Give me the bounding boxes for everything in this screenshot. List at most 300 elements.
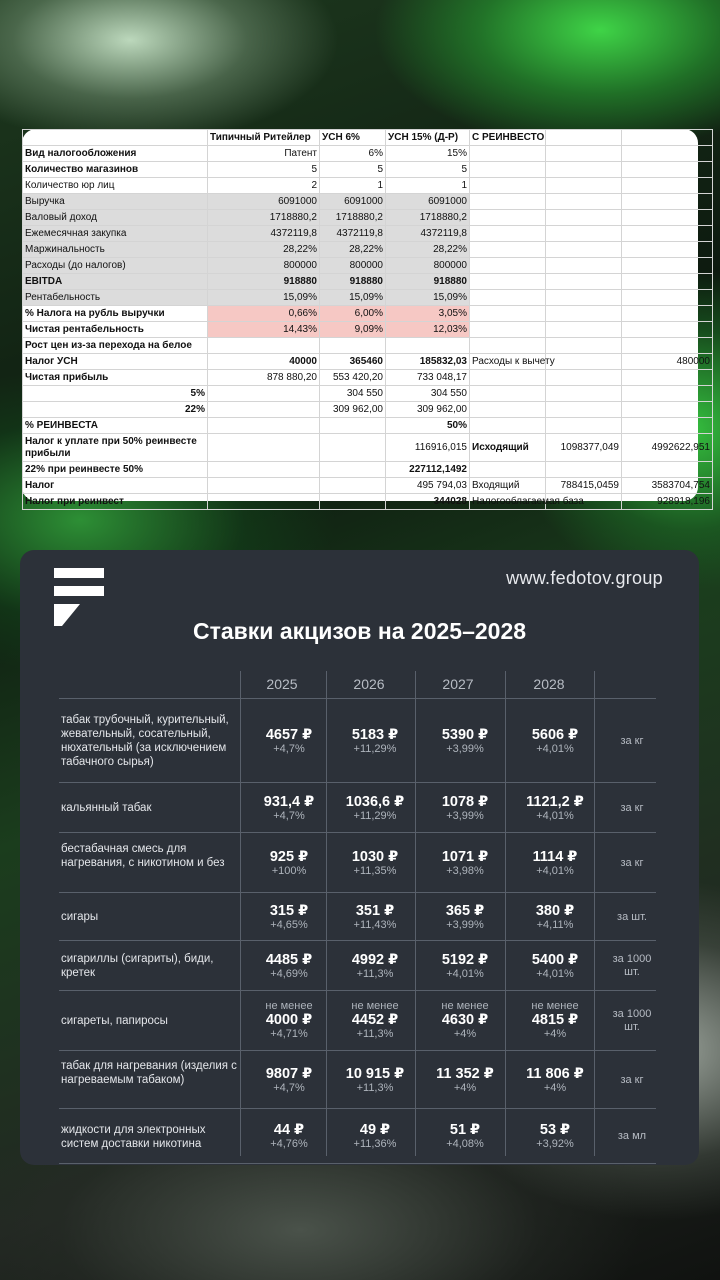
product-name: сигариллы (сигариты), биди, кретек: [61, 953, 214, 979]
sheet-cell[interactable]: 3583704,754: [622, 478, 713, 494]
rate-cell: [425, 794, 505, 823]
rate-cell: [515, 794, 595, 823]
sheet-cell[interactable]: [546, 178, 622, 194]
column-divider: [415, 671, 416, 1156]
rate-value: 5183 ₽: [351, 727, 399, 743]
sheet-row-label[interactable]: Рост цен из-за перехода на белое: [23, 338, 208, 354]
sheet-cell[interactable]: [208, 386, 320, 402]
sheet-cell[interactable]: [622, 178, 713, 194]
sheet-cell[interactable]: 15,09%: [208, 290, 320, 306]
rate-change: +4,7%: [273, 743, 305, 755]
sheet-cell[interactable]: [546, 290, 622, 306]
sheet-row-label[interactable]: Налог при реинвест: [23, 494, 208, 510]
rate-value: 315 ₽: [269, 903, 309, 919]
sheet-cell[interactable]: 928918,196: [622, 494, 713, 510]
sheet-cell[interactable]: 4372119,8: [320, 226, 386, 242]
rate-prefix: не менее: [441, 1000, 489, 1012]
rate-change: +4,71%: [270, 1028, 308, 1040]
rate-cell: [515, 849, 595, 878]
sheet-cell[interactable]: Патент: [208, 146, 320, 162]
rate-value: 4815 ₽: [531, 1012, 579, 1028]
sheet-row-label[interactable]: Количество магазинов: [23, 162, 208, 178]
rate-value: 5192 ₽: [441, 952, 489, 968]
sheet-cell[interactable]: [470, 226, 546, 242]
sheet-cell[interactable]: [622, 322, 713, 338]
sheet-cell[interactable]: 6091000: [320, 194, 386, 210]
sheet-cell[interactable]: 1: [386, 178, 470, 194]
rate-cell: [515, 727, 595, 756]
page-title: Ставки акцизов на 2025–2028: [192, 618, 527, 644]
sheet-cell[interactable]: 50%: [386, 418, 470, 434]
sheet-cell[interactable]: УСН 6%: [320, 130, 386, 146]
sheet-cell[interactable]: [622, 274, 713, 290]
sheet-cell[interactable]: [546, 354, 622, 370]
rate-value: 380 ₽: [535, 903, 575, 919]
sheet-row: [23, 210, 713, 226]
rate-value: 4000 ₽: [265, 1012, 313, 1028]
sheet-row-label[interactable]: 22%: [23, 402, 208, 418]
product-name: сигареты, папиросы: [61, 1015, 168, 1027]
sheet-row-label[interactable]: Налог: [23, 478, 208, 494]
sheet-row-label[interactable]: Выручка: [23, 194, 208, 210]
sheet-cell[interactable]: 495 794,03: [386, 478, 470, 494]
unit-label: за мл: [617, 1130, 647, 1142]
sheet-cell[interactable]: 1718880,2: [320, 210, 386, 226]
sheet-cell[interactable]: 227112,1492: [386, 462, 470, 478]
sheet-cell[interactable]: 5: [320, 162, 386, 178]
rate-change: +4%: [543, 1082, 567, 1094]
sheet-cell[interactable]: [208, 462, 320, 478]
rate-change: +4,69%: [270, 968, 308, 980]
rate-value: 5390 ₽: [441, 727, 489, 743]
rate-change: +3,99%: [446, 743, 484, 755]
rate-cell: [249, 727, 329, 756]
rate-cell: [249, 952, 329, 981]
rate-value: 9807 ₽: [265, 1066, 313, 1082]
rate-value: 931,4 ₽: [263, 794, 315, 810]
sheet-cell[interactable]: 918880: [386, 274, 470, 290]
sheet-cell[interactable]: 28,22%: [320, 242, 386, 258]
sheet-row-label[interactable]: Валовый доход: [23, 210, 208, 226]
rate-change: +4%: [543, 1028, 567, 1040]
sheet-cell[interactable]: Исходящий: [470, 434, 546, 462]
sheet-cell[interactable]: [470, 322, 546, 338]
sheet-cell[interactable]: [546, 210, 622, 226]
sheet-cell[interactable]: [622, 462, 713, 478]
sheet-cell[interactable]: [622, 386, 713, 402]
rate-cell: [249, 794, 329, 823]
spreadsheet-table: [22, 129, 713, 510]
rate-value: 53 ₽: [539, 1122, 571, 1138]
rate-cell: [335, 952, 415, 981]
sheet-row-label[interactable]: % РЕИНВЕСТА: [23, 418, 208, 434]
unit-label: за 1000 шт.: [612, 1008, 652, 1033]
sheet-cell[interactable]: [622, 130, 713, 146]
excise-row: [59, 833, 656, 893]
sheet-cell[interactable]: 309 962,00: [320, 402, 386, 418]
product-name: табак трубочный, курительный, жевательный, сосательный, нюхательный (за исключением табачного сырья): [61, 714, 229, 768]
sheet-cell[interactable]: [546, 130, 622, 146]
rate-cell: [425, 727, 505, 756]
sheet-cell[interactable]: 309 962,00: [386, 402, 470, 418]
excise-row: [59, 1051, 656, 1109]
year-header: 2025: [266, 676, 298, 692]
rate-cell: [425, 1122, 505, 1151]
sheet-cell[interactable]: 6%: [320, 146, 386, 162]
sheet-cell[interactable]: [622, 210, 713, 226]
spreadsheet-screenshot: [22, 129, 710, 507]
sheet-cell[interactable]: 918880: [208, 274, 320, 290]
sheet-cell[interactable]: [470, 402, 546, 418]
rate-cell: [425, 849, 505, 878]
sheet-cell[interactable]: [470, 242, 546, 258]
unit-label: за кг: [620, 735, 644, 747]
sheet-cell[interactable]: 480000: [622, 354, 713, 370]
sheet-cell[interactable]: 40000: [208, 354, 320, 370]
sheet-cell[interactable]: 878 880,20: [208, 370, 320, 386]
sheet-row: [23, 178, 713, 194]
sheet-row: [23, 290, 713, 306]
year-header: 2027: [442, 676, 474, 692]
sheet-cell[interactable]: [470, 210, 546, 226]
sheet-cell[interactable]: [208, 434, 320, 462]
sheet-row-label[interactable]: % Налога на рубль выручки: [23, 306, 208, 322]
sheet-row-label[interactable]: Маржинальность: [23, 242, 208, 258]
rate-value: 44 ₽: [273, 1122, 305, 1138]
unit-label: за кг: [620, 1074, 644, 1086]
sheet-cell[interactable]: 1: [320, 178, 386, 194]
product-name: табак для нагревания (изделия с нагреваемым табаком): [61, 1060, 237, 1086]
rate-change: +4,08%: [446, 1138, 484, 1150]
sheet-cell[interactable]: [470, 306, 546, 322]
sheet-cell[interactable]: 116916,015: [386, 434, 470, 462]
sheet-cell[interactable]: [470, 370, 546, 386]
rate-cell: [335, 1066, 415, 1095]
sheet-cell[interactable]: [320, 418, 386, 434]
sheet-cell[interactable]: [470, 386, 546, 402]
sheet-cell[interactable]: 28,22%: [208, 242, 320, 258]
sheet-cell[interactable]: [622, 370, 713, 386]
sheet-cell[interactable]: [546, 162, 622, 178]
sheet-cell[interactable]: 800000: [208, 258, 320, 274]
sheet-cell[interactable]: [546, 258, 622, 274]
sheet-row: [23, 338, 713, 354]
sheet-cell[interactable]: 733 048,17: [386, 370, 470, 386]
sheet-cell[interactable]: 5: [386, 162, 470, 178]
sheet-cell[interactable]: [470, 178, 546, 194]
rate-value: 51 ₽: [449, 1122, 481, 1138]
sheet-cell[interactable]: [622, 290, 713, 306]
sheet-cell[interactable]: [546, 418, 622, 434]
sheet-cell[interactable]: [208, 338, 320, 354]
sheet-cell[interactable]: [622, 194, 713, 210]
column-divider: [240, 671, 241, 1156]
sheet-row: [23, 370, 713, 386]
sheet-cell[interactable]: [546, 146, 622, 162]
rate-cell: [515, 1122, 595, 1151]
sheet-cell[interactable]: [320, 462, 386, 478]
sheet-cell[interactable]: [622, 418, 713, 434]
product-name: жидкости для электронных систем доставки никотина: [61, 1124, 206, 1150]
rate-prefix: не менее: [531, 1000, 579, 1012]
sheet-cell[interactable]: [470, 274, 546, 290]
sheet-cell[interactable]: [622, 306, 713, 322]
rate-cell: [335, 1122, 415, 1151]
sheet-cell[interactable]: 788415,0459: [546, 478, 622, 494]
sheet-row: [23, 242, 713, 258]
sheet-cell[interactable]: Расходы к вычету: [470, 354, 546, 370]
sheet-cell[interactable]: 553 420,20: [320, 370, 386, 386]
rate-cell: [335, 903, 415, 932]
sheet-cell[interactable]: [320, 494, 386, 510]
sheet-cell[interactable]: 4992622,951: [622, 434, 713, 462]
sheet-cell[interactable]: [546, 386, 622, 402]
year-header: 2026: [353, 676, 385, 692]
sheet-cell[interactable]: 4372119,8: [208, 226, 320, 242]
rate-value: 1030 ₽: [351, 849, 399, 865]
sheet-cell[interactable]: [546, 322, 622, 338]
rate-change: +11,3%: [356, 1082, 394, 1094]
sheet-cell[interactable]: [320, 338, 386, 354]
sheet-row-label[interactable]: 22% при реинвесте 50%: [23, 462, 208, 478]
sheet-cell[interactable]: 14,43%: [208, 322, 320, 338]
rate-cell: [425, 952, 505, 981]
sheet-row-label[interactable]: Чистая прибыль: [23, 370, 208, 386]
sheet-row: [23, 146, 713, 162]
sheet-cell[interactable]: [622, 402, 713, 418]
sheet-row: [23, 402, 713, 418]
sheet-cell[interactable]: 6091000: [208, 194, 320, 210]
rate-change: +4,01%: [536, 743, 574, 755]
sheet-cell[interactable]: [470, 146, 546, 162]
rate-value: 5606 ₽: [531, 727, 579, 743]
unit-label: за шт.: [617, 911, 647, 923]
sheet-cell[interactable]: 304 550: [386, 386, 470, 402]
rate-value: 10 915 ₽: [345, 1066, 405, 1082]
sheet-cell[interactable]: [546, 462, 622, 478]
rate-value: 49 ₽: [359, 1122, 391, 1138]
rate-change: +3,99%: [446, 919, 484, 931]
excise-row: [59, 1109, 656, 1164]
excise-row: [59, 941, 656, 991]
sheet-row: [23, 494, 713, 510]
sheet-cell[interactable]: [386, 338, 470, 354]
rate-change: +4,01%: [536, 865, 574, 877]
sheet-cell[interactable]: [470, 462, 546, 478]
rate-cell: [515, 1001, 595, 1041]
sheet-row: [23, 478, 713, 494]
sheet-cell[interactable]: [208, 418, 320, 434]
sheet-cell[interactable]: 365460: [320, 354, 386, 370]
rate-change: +11,43%: [353, 919, 397, 931]
sheet-row-label[interactable]: Рентабельность: [23, 290, 208, 306]
sheet-cell[interactable]: [470, 258, 546, 274]
sheet-row: [23, 226, 713, 242]
sheet-cell[interactable]: УСН 15% (Д-Р): [386, 130, 470, 146]
sheet-cell[interactable]: 3,05%: [386, 306, 470, 322]
sheet-cell[interactable]: 2: [208, 178, 320, 194]
rate-value: 4452 ₽: [351, 1012, 399, 1028]
rate-change: +4,65%: [270, 919, 308, 931]
rate-change: +11,3%: [356, 968, 394, 980]
sheet-cell[interactable]: [546, 306, 622, 322]
rate-change: +4,01%: [536, 968, 574, 980]
sheet-cell[interactable]: 344028: [386, 494, 470, 510]
rate-prefix: не менее: [265, 1000, 313, 1012]
site-url[interactable]: www.fedotov.group: [506, 568, 663, 588]
sheet-row: [23, 258, 713, 274]
excise-row: [59, 893, 656, 941]
rate-change: +4,76%: [270, 1138, 308, 1150]
sheet-cell[interactable]: 304 550: [320, 386, 386, 402]
sheet-cell[interactable]: 5: [208, 162, 320, 178]
rate-cell: [335, 1001, 415, 1041]
sheet-cell[interactable]: 28,22%: [386, 242, 470, 258]
sheet-row-label[interactable]: Ежемесячная закупка: [23, 226, 208, 242]
sheet-row: [23, 462, 713, 478]
sheet-row-label[interactable]: EBITDA: [23, 274, 208, 290]
sheet-cell[interactable]: 1718880,2: [386, 210, 470, 226]
sheet-cell[interactable]: 12,03%: [386, 322, 470, 338]
rate-prefix: не менее: [351, 1000, 399, 1012]
excise-rates-card: [20, 550, 699, 1165]
sheet-row-label[interactable]: Налог к уплате при 50% реинвесте прибыли: [23, 434, 208, 462]
excise-table: [59, 671, 656, 1164]
rate-cell: [515, 1066, 595, 1095]
sheet-cell[interactable]: 800000: [320, 258, 386, 274]
sheet-cell[interactable]: [622, 146, 713, 162]
sheet-row: [23, 354, 713, 370]
sheet-cell[interactable]: [470, 418, 546, 434]
product-name: сигары: [61, 911, 99, 923]
rate-change: +4,7%: [273, 1082, 305, 1094]
sheet-cell[interactable]: [546, 338, 622, 354]
sheet-cell[interactable]: Входящий: [470, 478, 546, 494]
rate-cell: [425, 903, 505, 932]
sheet-cell[interactable]: 6091000: [386, 194, 470, 210]
sheet-row-label[interactable]: [23, 130, 208, 146]
sheet-row: [23, 386, 713, 402]
excise-row: [59, 783, 656, 833]
sheet-cell[interactable]: [622, 258, 713, 274]
rate-cell: [425, 1066, 505, 1095]
sheet-cell[interactable]: [622, 338, 713, 354]
sheet-cell[interactable]: [208, 494, 320, 510]
sheet-cell[interactable]: 9,09%: [320, 322, 386, 338]
sheet-cell[interactable]: [622, 226, 713, 242]
sheet-cell[interactable]: 4372119,8: [386, 226, 470, 242]
rate-value: 11 352 ₽: [436, 1066, 494, 1082]
rate-cell: [335, 727, 415, 756]
rate-change: +4%: [453, 1082, 477, 1094]
sheet-row: [23, 130, 713, 146]
sheet-cell[interactable]: [470, 194, 546, 210]
rate-cell: [249, 903, 329, 932]
sheet-cell[interactable]: [546, 226, 622, 242]
sheet-row-label[interactable]: Количество юр лиц: [23, 178, 208, 194]
sheet-row-label[interactable]: Налог УСН: [23, 354, 208, 370]
sheet-cell[interactable]: Типичный Ритейлер: [208, 130, 320, 146]
rate-value: 5400 ₽: [531, 952, 579, 968]
sheet-cell[interactable]: [546, 402, 622, 418]
rate-cell: [425, 1001, 505, 1041]
sheet-cell[interactable]: [208, 478, 320, 494]
year-header: 2028: [533, 676, 565, 692]
sheet-cell[interactable]: [470, 162, 546, 178]
sheet-row: [23, 162, 713, 178]
rate-cell: [249, 1122, 329, 1151]
rate-change: +11,35%: [353, 865, 397, 877]
excise-row: [59, 699, 656, 783]
sheet-cell[interactable]: С РЕИНВЕСТО: [470, 130, 546, 146]
rate-value: 11 806 ₽: [526, 1066, 584, 1082]
sheet-cell[interactable]: [622, 162, 713, 178]
sheet-row-label[interactable]: Вид налогообложения: [23, 146, 208, 162]
sheet-row: [23, 434, 713, 462]
sheet-cell[interactable]: [546, 274, 622, 290]
sheet-cell[interactable]: [546, 370, 622, 386]
column-divider: [326, 671, 327, 1156]
unit-label: за 1000 шт.: [612, 953, 652, 978]
sheet-cell[interactable]: [546, 242, 622, 258]
rate-cell: [515, 952, 595, 981]
rate-value: 1114 ₽: [532, 849, 578, 865]
rate-value: 1121,2 ₽: [526, 794, 584, 810]
sheet-cell[interactable]: 918880: [320, 274, 386, 290]
sheet-row: [23, 194, 713, 210]
sheet-cell[interactable]: 15,09%: [320, 290, 386, 306]
sheet-cell[interactable]: [208, 402, 320, 418]
sheet-cell[interactable]: [320, 434, 386, 462]
column-divider: [594, 671, 595, 1156]
sheet-cell[interactable]: [622, 242, 713, 258]
sheet-cell[interactable]: 0,66%: [208, 306, 320, 322]
sheet-cell[interactable]: 185832,03: [386, 354, 470, 370]
rate-cell: [335, 794, 415, 823]
rate-cell: [249, 1001, 329, 1041]
sheet-row-label[interactable]: Расходы (до налогов): [23, 258, 208, 274]
sheet-row-label[interactable]: Чистая рентабельность: [23, 322, 208, 338]
sheet-cell[interactable]: [546, 194, 622, 210]
product-name: кальянный табак: [61, 802, 152, 814]
sheet-cell[interactable]: [470, 338, 546, 354]
rate-value: 1071 ₽: [441, 849, 489, 865]
sheet-cell[interactable]: 15,09%: [386, 290, 470, 306]
sheet-cell[interactable]: 1718880,2: [208, 210, 320, 226]
sheet-cell[interactable]: 15%: [386, 146, 470, 162]
rate-change: +4,11%: [536, 919, 574, 931]
sheet-cell[interactable]: [470, 290, 546, 306]
sheet-row: [23, 306, 713, 322]
sheet-cell[interactable]: Налогооблагаемая база: [470, 494, 546, 510]
rate-value: 4992 ₽: [351, 952, 399, 968]
rate-value: 4657 ₽: [265, 727, 313, 743]
sheet-cell[interactable]: 1098377,049: [546, 434, 622, 462]
rate-value: 1078 ₽: [441, 794, 489, 810]
rate-change: +3,98%: [446, 865, 484, 877]
sheet-cell[interactable]: 6,00%: [320, 306, 386, 322]
sheet-row-label[interactable]: 5%: [23, 386, 208, 402]
column-divider: [505, 671, 506, 1156]
rate-value: 925 ₽: [269, 849, 309, 865]
unit-label: за кг: [620, 802, 644, 814]
rate-change: +11,36%: [353, 1138, 397, 1150]
unit-label: за кг: [620, 857, 644, 869]
rate-cell: [249, 1066, 329, 1095]
sheet-cell[interactable]: 800000: [386, 258, 470, 274]
sheet-row: [23, 322, 713, 338]
sheet-cell[interactable]: [320, 478, 386, 494]
